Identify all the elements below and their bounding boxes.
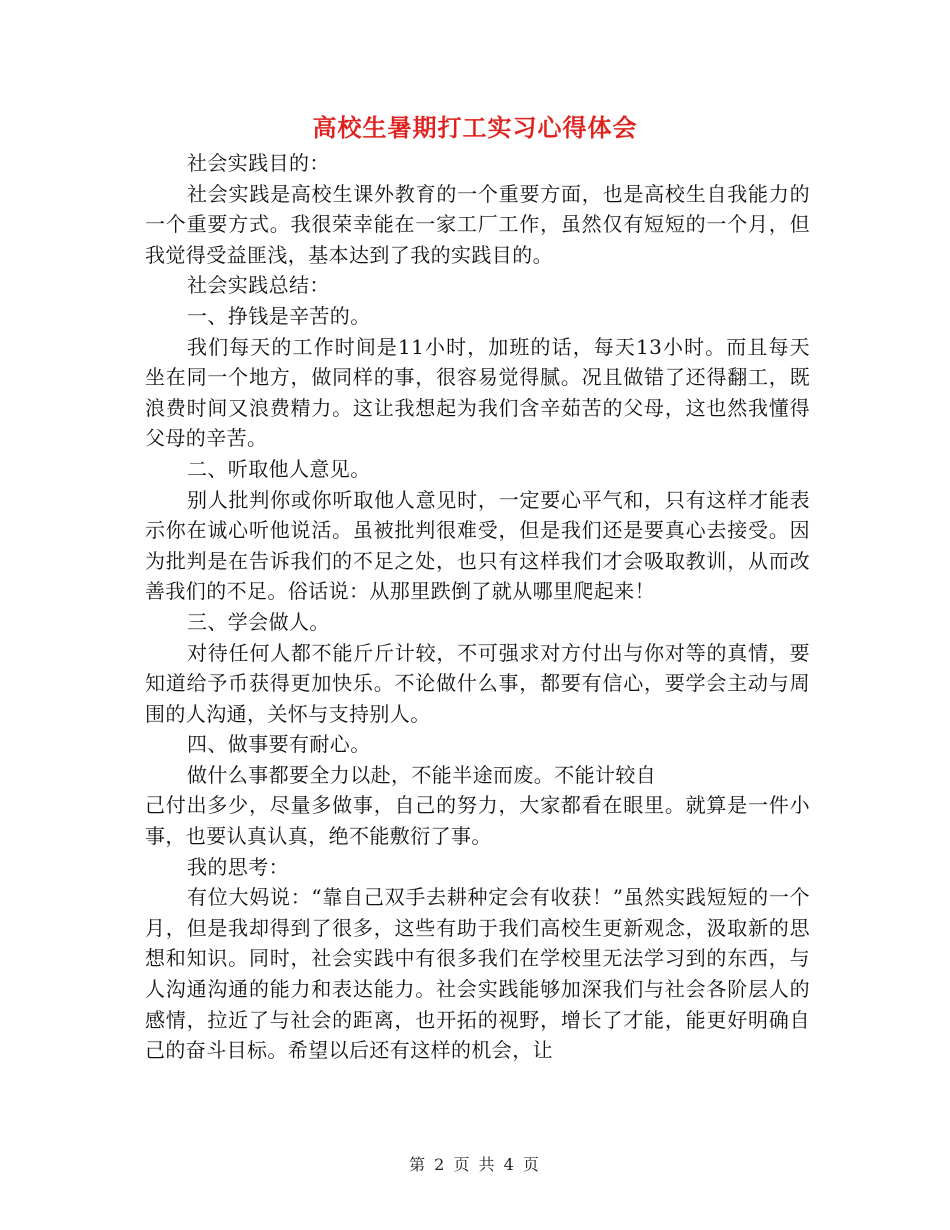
document-body xyxy=(145,148,810,1066)
paragraph-point-2-text: 别人批判你或你听取他人意见时，一定要心平气和，只有这样才能表示你在诚心听他说活。虽被批判很难受，但是我们还是要真心去接受。因为批判是在告诉我们的不足之处，也只有这样我们才会吸取教训，从而改善我们的不足。俗话说：从那里跌倒了就从哪里爬起来！ xyxy=(145,487,810,604)
paragraph-purpose-heading: 社会实践目的： xyxy=(187,151,330,175)
paragraph-point-1-heading: 一、挣钱是辛苦的。 xyxy=(187,303,371,328)
paragraph-point-4-heading: 四、做事要有耐心。 xyxy=(187,732,371,757)
paragraph-summary-heading: 社会实践总结： xyxy=(187,273,330,298)
paragraph-point-2-heading: 二、听取他人意见。 xyxy=(187,456,371,481)
paragraph-reflection-text: 有位大妈说：“靠自己双手去耕种定会有收获！”虽然实践短短的一个月，但是我却得到了很多，这些有助于我们高校生更新观念，汲取新的思想和知识。同时，社会实践中有很多我们在学校里无法学习到的东西，与人沟通沟通的能力和表达能力。社会实践能够加深我们与社会各阶层人的感情，拉近了与社会的距离，也开拓的视野，增长了才能，能更好明确自己的奋斗目标。希望以后还有这样的机会，让 xyxy=(145,885,810,1063)
paragraph-point-1-text: 我们每天的工作时间是11小时，加班的话，每天13小时。而且每天坐在同一个地方，做同样的事，很容易觉得腻。况且做错了还得翻工，既浪费时间又浪费精力。这让我想起为我们含辛茹苦的父母，这也然我懂得父母的辛苦。 xyxy=(145,334,810,451)
page-number-footer: 第 2 页 共 4 页 xyxy=(409,1155,541,1174)
paragraph-purpose-text: 社会实践是高校生课外教育的一个重要方面，也是高校生自我能力的一个重要方式。我很荣幸能在一家工厂工作，虽然仅有短短的一个月，但我觉得受益匪浅，基本达到了我的实践目的。 xyxy=(145,181,810,267)
paragraph-point-3-heading: 三、学会做人。 xyxy=(187,609,330,634)
document-title: 高校生暑期打工实习心得体会 xyxy=(312,113,638,142)
paragraph-reflection-heading: 我的思考： xyxy=(187,854,289,879)
paragraph-point-4-text-b: 己付出多少，尽量多做事，自己的努力，大家都看在眼里。就算是一件小事，也要认真认真，绝不能敷衍了事。 xyxy=(145,793,810,849)
paragraph-point-3-text: 对待任何人都不能斤斤计较，不可强求对方付出与你对等的真情，要知道给予币获得更加快乐。不论做什么事，都要有信心，要学会主动与周围的人沟通，关怀与支持别人。 xyxy=(145,640,810,726)
paragraph-point-4-text-a: 做什么事都要全力以赴，不能半途而废。不能计较自 xyxy=(187,762,657,787)
